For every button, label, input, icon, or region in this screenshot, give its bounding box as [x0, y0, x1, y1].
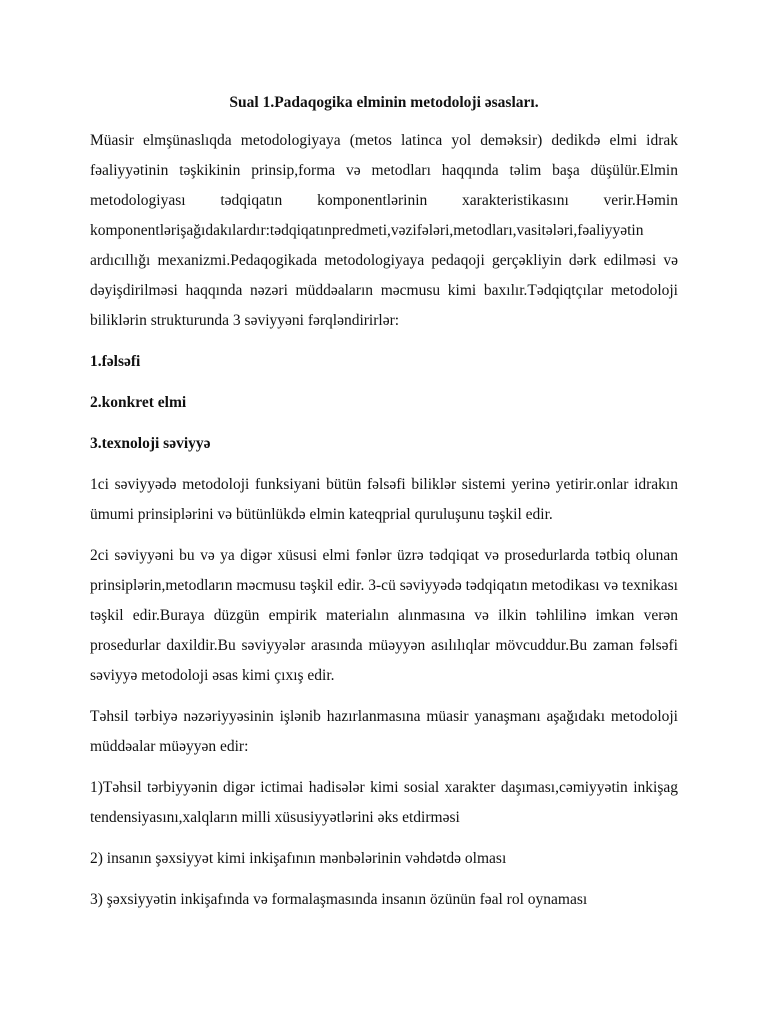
second-level-paragraph: 2ci səviyyəni bu və ya digər xüsusi elmi fənlər üzrə tədqiqat və prosedurlarda tətbiq olunan prinsiplərin,metodların məcmusu təşkil edir. 3-cü səviyyədə tədqiqatın metodikası və texnikası təşkil edir.Buraya düzgün empirik materialın alınmasına və ilkin təhlilinə imkan verən prosedurlar daxildir.Bu səviyyələr arasında müəyyən asılılıqlar mövcuddur.Bu zaman fəlsəfi səviyyə metodoloji əsas kimi çıxış edir. [90, 547, 678, 684]
methodological-provisions-intro: Təhsil tərbiyə nəzəriyyəsinin işlənib hazırlanmasına müasir yanaşmanı aşağıdakı metodoloji müddəalar müəyyən edir: [90, 708, 678, 755]
level-item-technological: 3.texnoloji səviyyə [90, 435, 211, 452]
provision-item-3: 3) şəxsiyyətin inkişafında və formalaşmasında insanın özünün fəal rol oynaması [90, 891, 588, 908]
intro-paragraph: Müasir elmşünaslıqda metodologiyaya (metos latinca yol deməksir) dedikdə elmi idrak fəaliyyətinin təşkikinin prinsip,forma və metodları haqqında təlim başa düşülür.Elmin metodologiyası tədqiqatın komponentlərinin xarakteristikasını verir.Həmin komponentlərişağıdakılardır:tədqiqatınpredmeti,vəzifələri,metodları,vasitələri,fəaliyyətin ardıcıllığı mexanizmi.Pedaqogikada metodologiyaya pedaqoji gerçəkliyin dərk edilməsi və dəyişdirilməsi haqqında nəzəri müddəaların məcmusu kimi baxılır.Tədqiqtçılar metodoloji biliklərin strukturunda 3 səviyyəni fərqləndirirlər: [90, 132, 678, 329]
level-item-concrete-scientific: 2.konkret elmi [90, 394, 187, 411]
provision-item-1: 1)Təhsil tərbiyyənin digər ictimai hadisələr kimi sosial xarakter daşıması,cəmiyyətin inkişag tendensiyasını,xalqların milli xüsusiyyətlərini əks etdirməsi [90, 779, 678, 826]
document-title: Sual 1.Padaqogika elminin metodoloji əsasları. [229, 94, 539, 111]
document-page [90, 91, 678, 926]
provision-item-2: 2) insanın şəxsiyyət kimi inkişafının mənbələrinin vəhdətdə olması [90, 850, 507, 867]
first-level-paragraph: 1ci səviyyədə metodoloji funksiyani bütün fəlsəfi biliklər sistemi yerinə yetirir.onlar idrakın ümumi prinsiplərini və bütünlükdə elmin kateqprial quruluşunu təşkil edir. [90, 476, 678, 523]
level-item-philosophical: 1.fəlsəfi [90, 353, 141, 370]
